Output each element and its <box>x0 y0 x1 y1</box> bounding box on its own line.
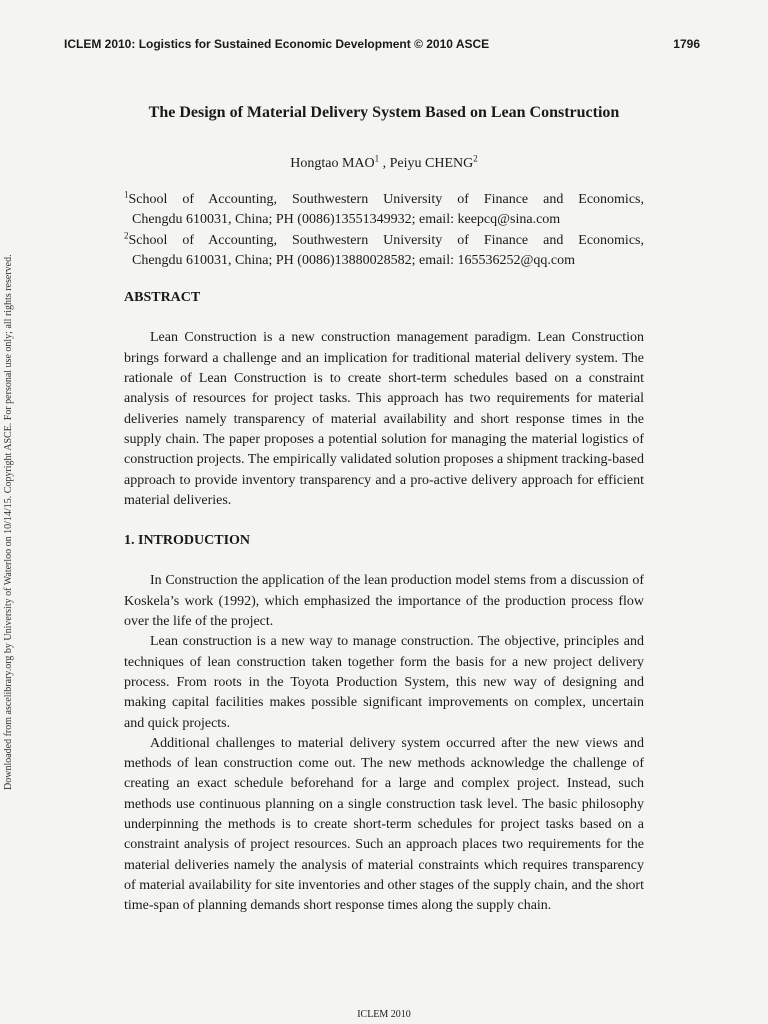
introduction-paragraph: Lean construction is a new way to manage construction. The objective, principles and techniques of lean construction taken together form the basis for a new project delivery process. From roots in the Toyota Production System, this new way of designing and making capital facilities makes possible significant improvements on complex, uncertain and quick projects. <box>124 634 644 731</box>
author-name: Peiyu CHENG <box>389 156 474 171</box>
running-title: ICLEM 2010: Logistics for Sustained Economic Development © 2010 ASCE <box>64 37 490 51</box>
page-footer: ICLEM 2010 <box>357 1009 411 1020</box>
author-superscript: 1 <box>374 153 380 164</box>
abstract-paragraph: Lean Construction is a new construction management paradigm. Lean Construction brings forward a challenge and an implication for traditional material delivery system. The rationale of Lean Construction is to create short-term schedules based on a constraint analysis of resources for project tasks. This approach has two requirements for material deliveries namely transparency of material availability and short response times in the supply chain. The paper proposes a potential solution for managing the material logistics of construction projects. The empirically validated solution proposes a shipment tracking-based approach to provide inventory transparency and a pro-active delivery approach for efficient material deliveries. <box>124 330 644 508</box>
author-separator: , <box>379 156 390 171</box>
affiliation-line: Chengdu 610031, China; PH (0086)13551349932; email: keepcq@sina.com <box>132 212 561 228</box>
affiliations <box>124 190 644 271</box>
abstract-heading: ABSTRACT <box>124 290 201 306</box>
running-header <box>64 37 700 51</box>
introduction-heading: 1. INTRODUCTION <box>124 533 251 549</box>
author-superscript: 2 <box>473 153 478 164</box>
affiliation-line: Chengdu 610031, China; PH (0086)13880028582; email: 165536252@qq.com <box>132 252 575 268</box>
introduction-paragraph: In Construction the application of the lean production model stems from a discussion of Koskela’s work (1992), which emphasized the importance of the production process flow over the life of the project. <box>124 573 644 630</box>
paper-title: The Design of Material Delivery System Based on Lean Construction <box>148 104 620 121</box>
author-line <box>124 154 644 174</box>
affiliation-superscript: 2 <box>124 229 129 240</box>
introduction-paragraph: Additional challenges to material delivery system occurred after the new views and methods of lean construction come out. The new methods acknowledge the challenge of creating an exact schedule beforehand for a large and complex project. Instead, such methods use continuous planning on a single construction task level. The basic philosophy underpinning the methods is to create short-term schedules for project tasks based on a constraint analysis of project resources. Such an approach places two requirements for the material deliveries namely the analysis of material constraints which requires transparency of material availability for site inventories and other stages of the supply chain, and the short time-span of planning demands short response times along the supply chain. <box>124 735 644 914</box>
affiliation-text: School of Accounting, Southwestern University of Finance and Economics, <box>128 232 644 248</box>
affiliation-line <box>124 231 644 251</box>
affiliation-line <box>124 190 644 210</box>
affiliation-text: School of Accounting, Southwestern University of Finance and Economics, <box>128 192 644 207</box>
paper-body <box>124 103 644 917</box>
download-notice: Downloaded from ascelibrary.org by University of Waterloo on 10/14/15. Copyright ASCE. For personal use only; all rights reserved. <box>3 254 14 790</box>
page-number: 1796 <box>673 37 700 51</box>
author-name: Hongtao MAO <box>290 156 375 171</box>
affiliation-superscript: 1 <box>124 189 129 200</box>
